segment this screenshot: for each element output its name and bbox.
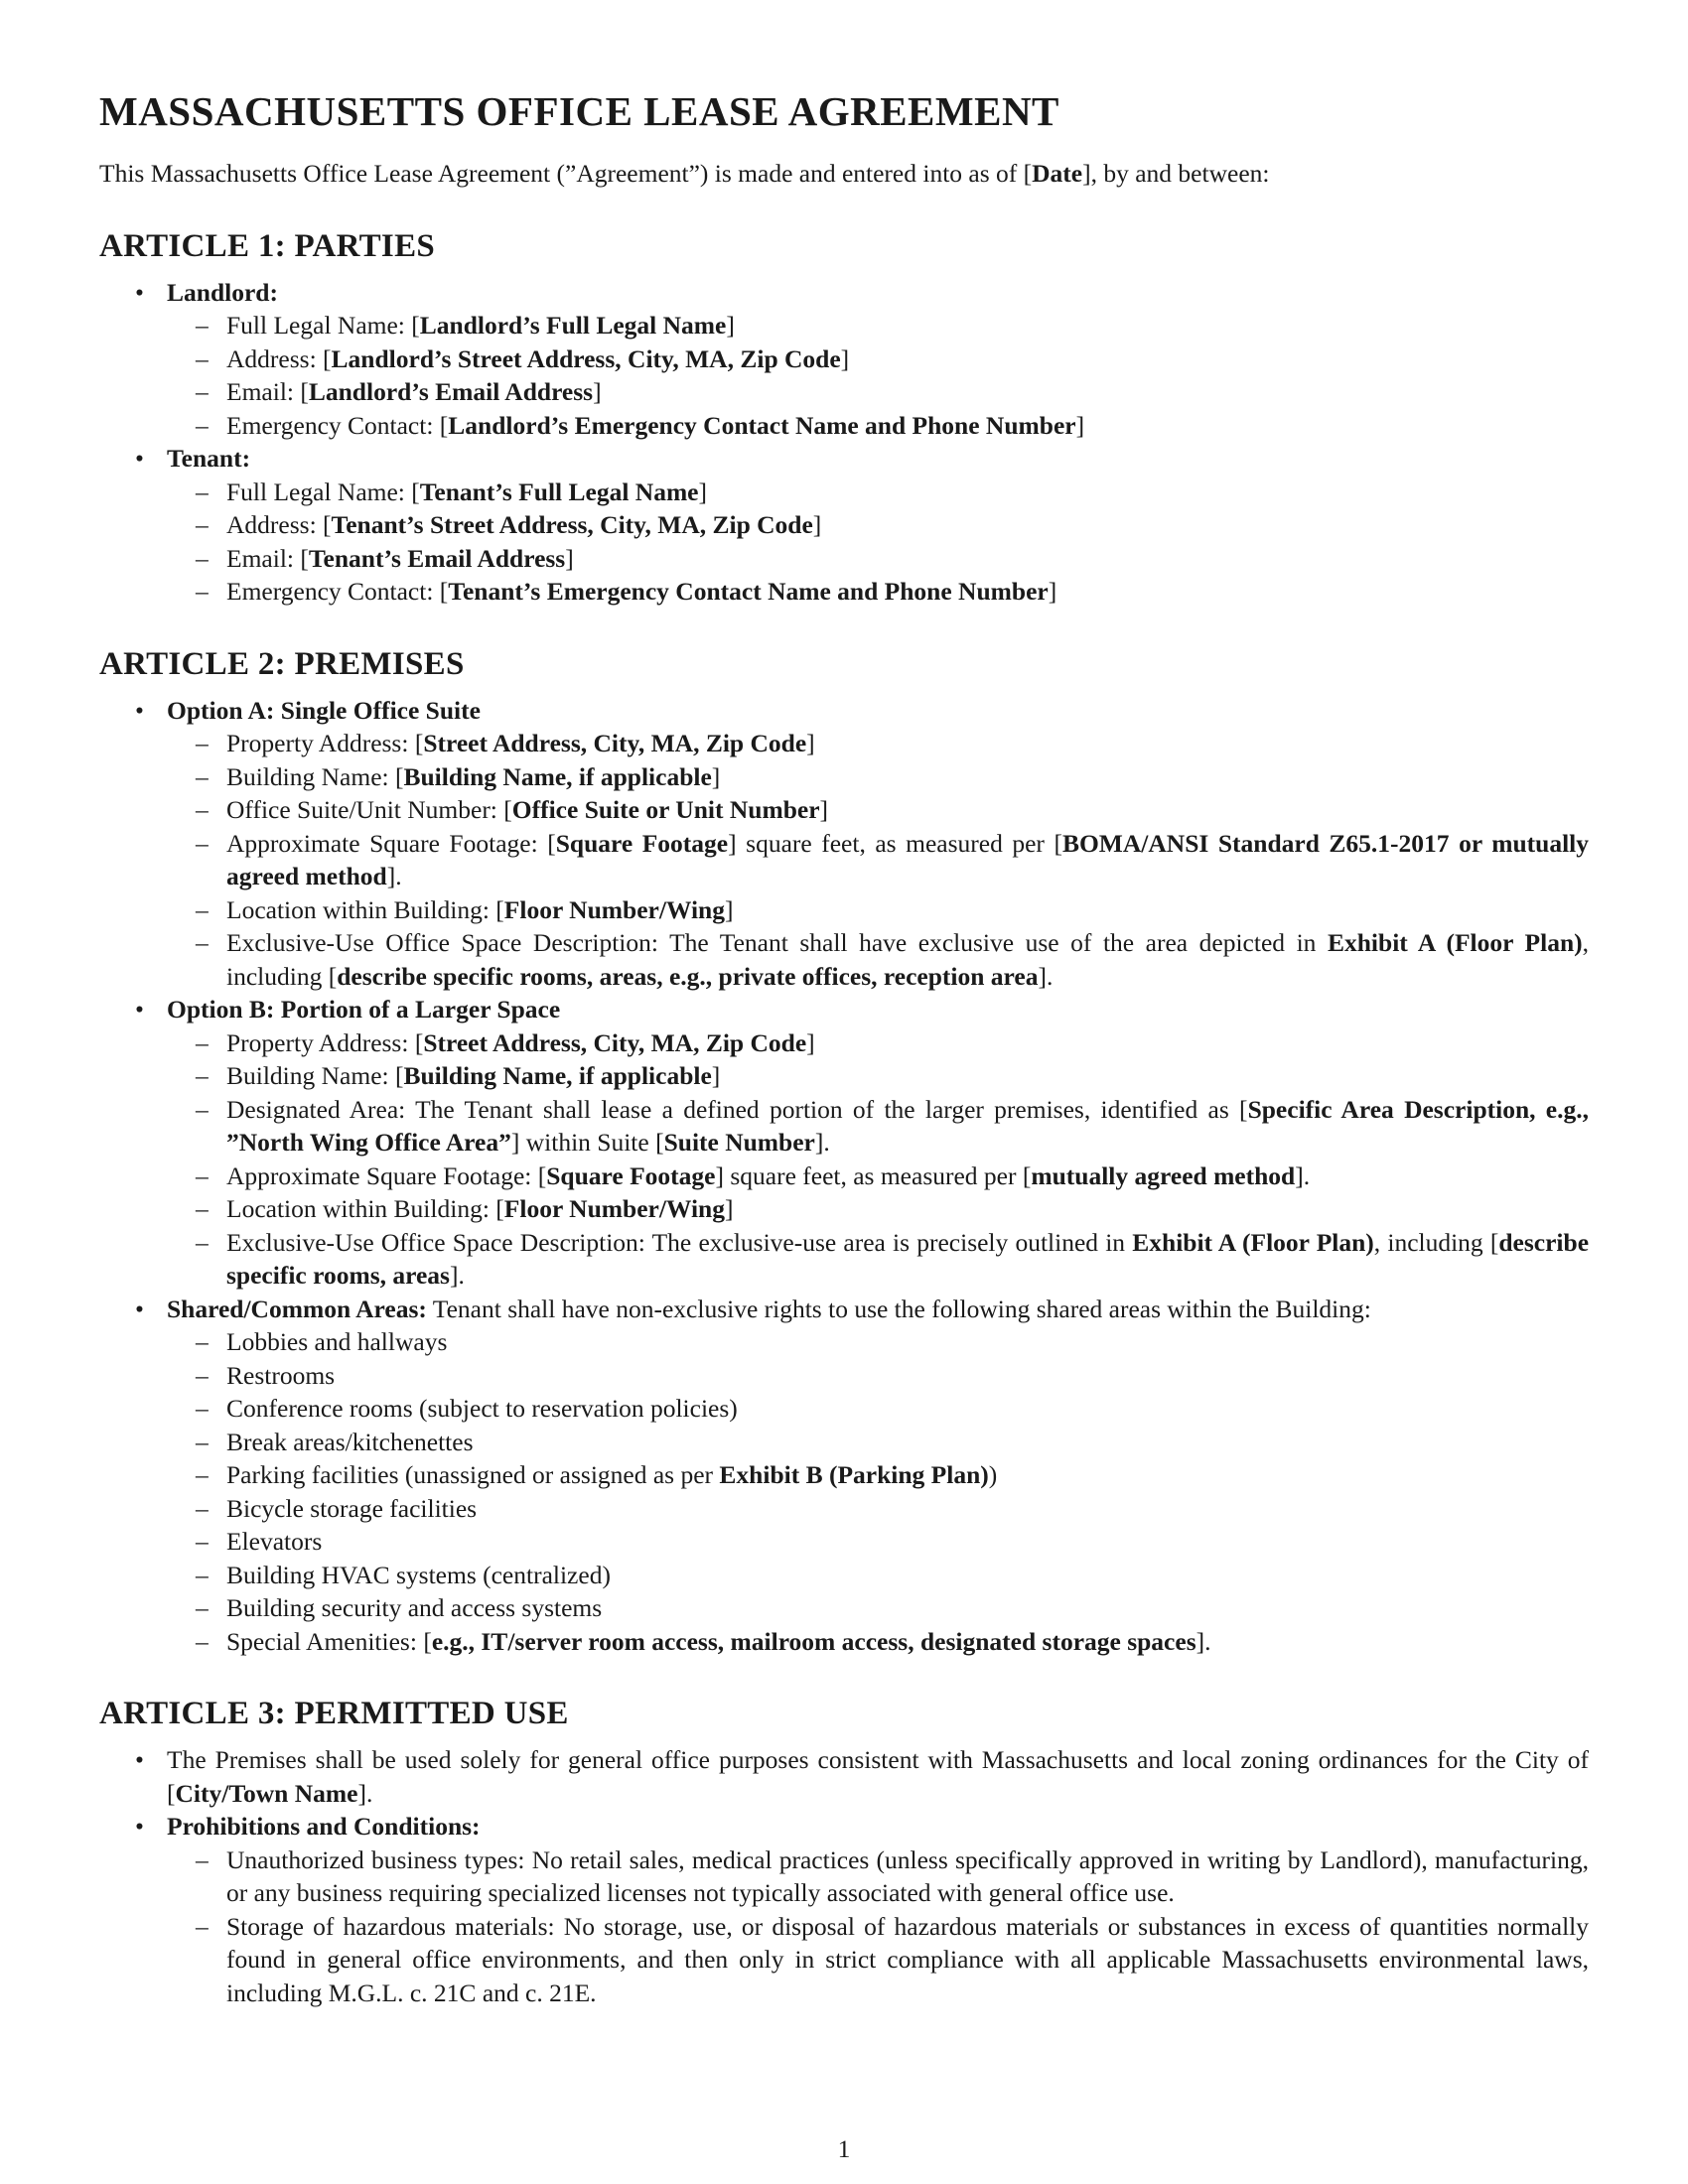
page-number: 1 bbox=[837, 2134, 851, 2163]
field-placeholder: Street Address, City, MA, Zip Code bbox=[423, 729, 807, 757]
list-item: – Special Amenities: [e.g., IT/server room access, mailroom access, designated storage spaces]. bbox=[167, 1625, 1589, 1659]
field-placeholder: Landlord’s Emergency Contact Name and Phone Number bbox=[448, 410, 1076, 440]
prohibitions-list bbox=[167, 1843, 1589, 2010]
field-label: Office Suite/Unit Number: bbox=[226, 795, 497, 824]
field-placeholder: Office Suite or Unit Number bbox=[511, 795, 820, 824]
field-placeholder: Landlord’s Email Address bbox=[308, 377, 594, 406]
list-item: – Exclusive-Use Office Space Description: The Tenant shall have exclusive use of the area depicted in Exhibit A (Floor Plan), including [describe specific rooms, areas, e.g., private offices, reception area]. bbox=[167, 926, 1589, 993]
field-label: Special Amenities: bbox=[226, 1626, 417, 1656]
field-placeholder: describe specific rooms, areas, e.g., private offices, reception area bbox=[337, 961, 1039, 991]
list-item: – Email: [Landlord’s Email Address] bbox=[167, 375, 1589, 409]
intro-paragraph bbox=[99, 157, 1589, 191]
list-item: – Location within Building: [Floor Number/Wing] bbox=[167, 1192, 1589, 1226]
list-item: – Office Suite/Unit Number: [Office Suite or Unit Number] bbox=[167, 793, 1589, 827]
field-label: Location within Building: bbox=[226, 894, 490, 924]
field-label: Approximate Square Footage: bbox=[226, 1160, 532, 1190]
field-label: Full Legal Name: bbox=[226, 477, 405, 506]
field-placeholder: Street Address, City, MA, Zip Code bbox=[423, 1027, 807, 1057]
list-item: – Restrooms bbox=[167, 1359, 1589, 1393]
field-label: Emergency Contact: bbox=[226, 577, 434, 606]
exhibit-reference: Exhibit B (Parking Plan) bbox=[719, 1460, 989, 1489]
list-item: – Approximate Square Footage: [Square Footage] square feet, as measured per [BOMA/ANSI Standard Z65.1-2017 or mutually agreed method]. bbox=[167, 827, 1589, 893]
landlord-label: Landlord: bbox=[167, 277, 278, 307]
field-placeholder: Floor Number/Wing bbox=[503, 894, 725, 924]
field-placeholder: Square Footage bbox=[546, 1160, 716, 1190]
exhibit-reference: Exhibit A (Floor Plan) bbox=[1327, 928, 1583, 957]
field-placeholder: Floor Number/Wing bbox=[503, 1194, 725, 1223]
option-b-details bbox=[167, 1026, 1589, 1293]
field-placeholder: Landlord’s Full Legal Name bbox=[419, 311, 727, 340]
list-item: – Emergency Contact: [Tenant’s Emergency Contact Name and Phone Number] bbox=[167, 575, 1589, 609]
field-placeholder: Building Name, if applicable bbox=[403, 761, 712, 791]
field-text: The Tenant shall have exclusive use of the area depicted in bbox=[669, 928, 1317, 957]
list-item: – Building HVAC systems (centralized) bbox=[167, 1559, 1589, 1592]
article-2-heading: ARTICLE 2: PREMISES bbox=[99, 645, 465, 682]
list-item: – Building Name: [Building Name, if applicable] bbox=[167, 760, 1589, 794]
tenant-item bbox=[99, 442, 1589, 609]
permitted-use-list bbox=[99, 1743, 1589, 2009]
field-placeholder: mutually agreed method bbox=[1031, 1160, 1296, 1190]
field-text: within Suite bbox=[525, 1128, 649, 1157]
field-placeholder: BOMA/ANSI Standard Z65.1-2017 or mutually agreed method bbox=[226, 828, 1589, 890]
shared-areas-list bbox=[167, 1325, 1589, 1658]
field-text: The exclusive-use area is precisely outlined in bbox=[651, 1227, 1126, 1257]
field-label: Address: bbox=[226, 510, 317, 539]
list-item: – Address: [Landlord’s Street Address, City, MA, Zip Code] bbox=[167, 342, 1589, 376]
list-item: – Address: [Tenant’s Street Address, City, MA, Zip Code] bbox=[167, 508, 1589, 542]
option-a-item bbox=[99, 694, 1589, 994]
field-label: Building Name: bbox=[226, 761, 389, 791]
list-item: – Lobbies and hallways bbox=[167, 1325, 1589, 1359]
shared-areas-intro bbox=[167, 1293, 1589, 1326]
list-item: – Storage of hazardous materials: No storage, use, or disposal of hazardous materials or substances in excess of quantities normally found in general office environments, and then only in strict compliance with all applicable Massachusetts environmental laws, including M.G.L. c. 21C and c. 21E. bbox=[167, 1910, 1589, 2010]
article-3-heading: ARTICLE 3: PERMITTED USE bbox=[99, 1696, 569, 1731]
intro-text: This Massachusetts Office Lease Agreement (”Agreement”) is made and entered into as of [ bbox=[99, 159, 1033, 188]
list-item: – Conference rooms (subject to reservation policies) bbox=[167, 1392, 1589, 1426]
field-text: , including bbox=[1373, 1227, 1483, 1257]
parties-list bbox=[99, 276, 1589, 609]
use-item bbox=[99, 1743, 1589, 1810]
list-item: – Exclusive-Use Office Space Description: The exclusive-use area is precisely outlined in Exhibit A (Floor Plan), including [describe specific rooms, areas]. bbox=[167, 1226, 1589, 1293]
option-a-label: Option A: Single Office Suite bbox=[167, 695, 481, 725]
field-label: Full Legal Name: bbox=[226, 311, 405, 340]
field-label: Email: bbox=[226, 543, 294, 573]
field-placeholder: Specific Area Description, e.g., ”North Wing Office Area” bbox=[226, 1094, 1589, 1157]
field-text: square feet, as measured per bbox=[746, 828, 1045, 858]
list-item: – Building Name: [Building Name, if applicable] bbox=[167, 1059, 1589, 1093]
list-item: – Property Address: [Street Address, City, MA, Zip Code] bbox=[167, 727, 1589, 760]
list-item: – Elevators bbox=[167, 1525, 1589, 1559]
field-text: ) bbox=[988, 1460, 998, 1489]
field-label: Exclusive-Use Office Space Description: bbox=[226, 1227, 645, 1257]
landlord-details bbox=[167, 309, 1589, 442]
field-text: square feet, as measured per bbox=[730, 1160, 1017, 1190]
tenant-details bbox=[167, 476, 1589, 609]
list-item: – Building security and access systems bbox=[167, 1591, 1589, 1625]
field-text: Parking facilities (unassigned or assigned as per bbox=[226, 1460, 714, 1489]
field-placeholder: e.g., IT/server room access, mailroom access, designated storage spaces bbox=[431, 1626, 1196, 1656]
intro-text-end: ], by and between: bbox=[1082, 159, 1270, 188]
list-item: – Approximate Square Footage: [Square Footage] square feet, as measured per [mutually agreed method]. bbox=[167, 1160, 1589, 1193]
shared-areas-item bbox=[99, 1293, 1589, 1659]
list-item: – Unauthorized business types: No retail sales, medical practices (unless specifically approved in writing by Landlord), manufacturing, or any business requiring specialized licenses not typically associated with general office use. bbox=[167, 1843, 1589, 1910]
list-item: – Bicycle storage facilities bbox=[167, 1492, 1589, 1526]
field-label: Emergency Contact: bbox=[226, 410, 434, 440]
field-placeholder: Building Name, if applicable bbox=[403, 1061, 712, 1090]
field-label: Email: bbox=[226, 377, 294, 406]
landlord-item bbox=[99, 276, 1589, 443]
document-page bbox=[99, 87, 1589, 2009]
list-item: – Property Address: [Street Address, City, MA, Zip Code] bbox=[167, 1026, 1589, 1060]
premises-list bbox=[99, 694, 1589, 1659]
field-placeholder: Tenant’s Full Legal Name bbox=[419, 477, 699, 506]
field-label: Property Address: bbox=[226, 1027, 409, 1057]
field-label: Approximate Square Footage: bbox=[226, 828, 538, 858]
article-1-heading: ARTICLE 1: PARTIES bbox=[99, 227, 436, 264]
list-item: – Location within Building: [Floor Number/Wing] bbox=[167, 893, 1589, 927]
intro-date-placeholder: Date bbox=[1032, 159, 1083, 188]
tenant-label: Tenant: bbox=[167, 444, 251, 473]
list-item bbox=[167, 1458, 1589, 1492]
list-item: – Emergency Contact: [Landlord’s Emergency Contact Name and Phone Number] bbox=[167, 409, 1589, 443]
field-label: Building Name: bbox=[226, 1061, 389, 1090]
exhibit-reference: Exhibit A (Floor Plan) bbox=[1132, 1227, 1374, 1257]
field-placeholder: Tenant’s Emergency Contact Name and Phone Number bbox=[448, 577, 1049, 606]
shared-areas-text: Tenant shall have non-exclusive rights to use the following shared areas within the Building: bbox=[432, 1294, 1371, 1323]
document-title: MASSACHUSETTS OFFICE LEASE AGREEMENT bbox=[99, 88, 1059, 134]
list-item: – Full Legal Name: [Tenant’s Full Legal Name] bbox=[167, 476, 1589, 509]
list-item: – Designated Area: The Tenant shall lease a defined portion of the larger premises, identified as [Specific Area Description, e.g., ”North Wing Office Area”] within Suite [Suite Number]. bbox=[167, 1093, 1589, 1160]
field-label: Property Address: bbox=[226, 729, 409, 757]
list-item: – Email: [Tenant’s Email Address] bbox=[167, 542, 1589, 576]
option-a-details bbox=[167, 727, 1589, 993]
use-paragraph: • The Premises shall be used solely for general office purposes consistent with Massachusetts and local zoning ordinances for the City of [City/Town Name]. bbox=[167, 1745, 1589, 1808]
field-placeholder: Tenant’s Email Address bbox=[308, 543, 566, 573]
field-placeholder: describe specific rooms, areas bbox=[226, 1227, 1590, 1290]
field-label: Exclusive-Use Office Space Description: bbox=[226, 928, 658, 957]
field-label: Location within Building: bbox=[226, 1194, 490, 1223]
use-text: The Premises shall be used solely for general office purposes consistent with Massachusetts and local zoning ordinances for the City of bbox=[167, 1745, 1589, 1774]
shared-areas-label: Shared/Common Areas: bbox=[167, 1294, 427, 1323]
prohibitions-label: Prohibitions and Conditions: bbox=[167, 1812, 481, 1841]
field-placeholder: Suite Number bbox=[663, 1128, 815, 1157]
field-placeholder: Landlord’s Street Address, City, MA, Zip Code bbox=[331, 343, 841, 373]
field-label: Address: bbox=[226, 343, 317, 373]
prohibitions-item bbox=[99, 1810, 1589, 2009]
option-b-label: Option B: Portion of a Larger Space bbox=[167, 995, 561, 1024]
field-text: , including bbox=[226, 928, 1589, 991]
field-placeholder: Tenant’s Street Address, City, MA, Zip Code bbox=[331, 510, 813, 539]
list-item: – Break areas/kitchenettes bbox=[167, 1426, 1589, 1459]
list-item: – Full Legal Name: [Landlord’s Full Legal Name] bbox=[167, 309, 1589, 342]
field-placeholder: Square Footage bbox=[555, 828, 729, 858]
field-placeholder: City/Town Name bbox=[175, 1778, 358, 1808]
field-label: Designated Area: bbox=[226, 1094, 406, 1124]
option-b-item bbox=[99, 993, 1589, 1293]
field-text: The Tenant shall lease a defined portion of the larger premises, identified as bbox=[415, 1094, 1229, 1124]
